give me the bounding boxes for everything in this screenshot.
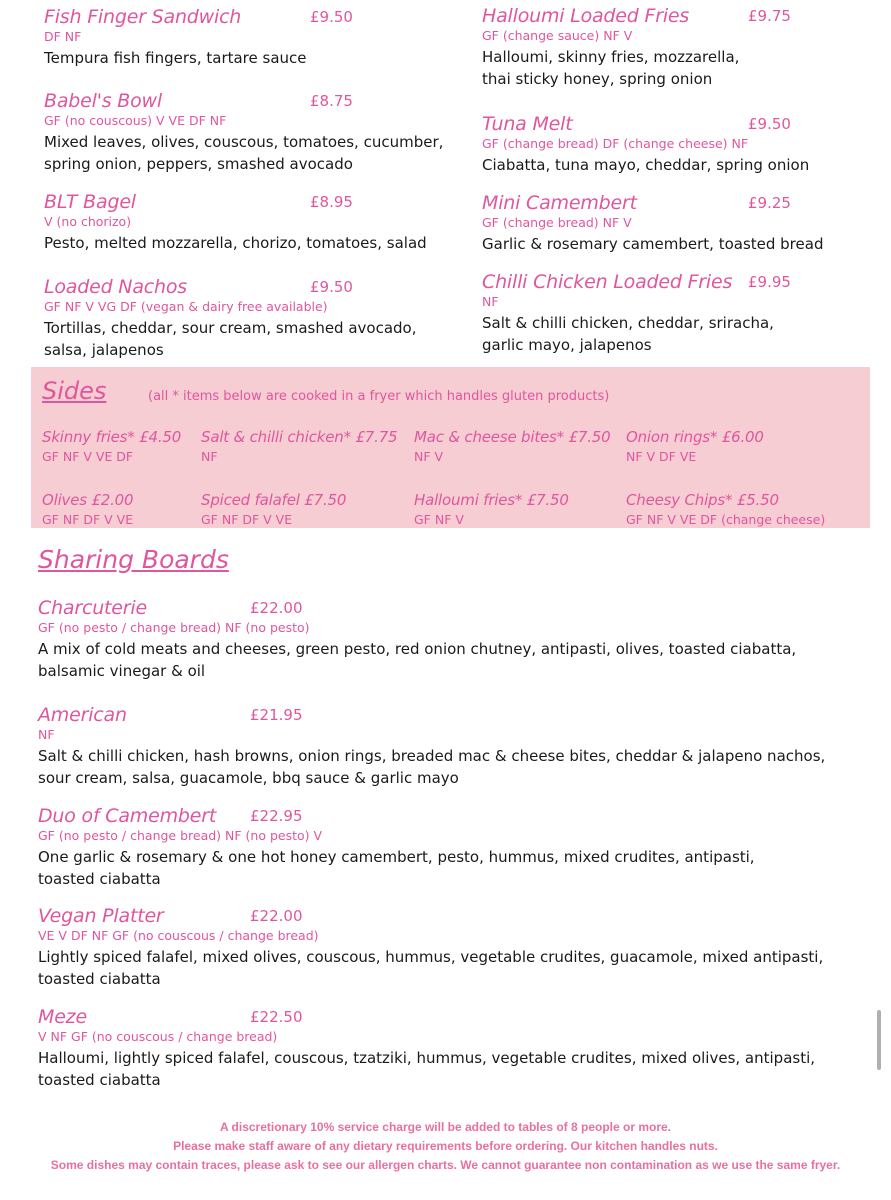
side-name: Spiced falafel £7.50 — [201, 491, 347, 509]
item-description: A mix of cold meats and cheeses, green pesto, red onion chutney, antipasti, olives, toasted ciabatta, balsamic vinegar & oil — [38, 640, 797, 680]
item-price: £8.95 — [310, 193, 353, 211]
item-name: Tuna Melt — [482, 113, 573, 135]
board-meze — [38, 1006, 868, 1098]
menu-item-loaded-nachos — [44, 276, 474, 366]
item-name: Vegan Platter — [38, 905, 164, 927]
side-dietary-tags: NF V — [414, 449, 444, 464]
item-price: £21.95 — [250, 706, 303, 724]
sides-title: Sides — [42, 377, 107, 405]
board-charcuterie — [38, 597, 868, 689]
allergen-note: Some dishes may contain traces, please ask to see our allergen charts. We cannot guarantee non contamination as we use the same fryer. — [50, 1158, 841, 1172]
item-price: £9.50 — [310, 8, 353, 26]
menu-item-blt-bagel — [44, 191, 464, 261]
item-dietary-tags: GF (no pesto / change bread) NF (no pesto) V — [38, 828, 323, 843]
side-name: Cheesy Chips* £5.50 — [626, 491, 779, 509]
menu-item-chilli-chicken-loaded-fries — [482, 271, 877, 361]
item-dietary-tags: VE V DF NF GF (no couscous / change bread) — [38, 928, 319, 943]
item-dietary-tags: V NF GF (no couscous / change bread) — [38, 1029, 278, 1044]
item-name: Mini Camembert — [482, 192, 637, 214]
menu-item-mini-camembert — [482, 192, 877, 262]
sides-section — [31, 367, 870, 528]
item-dietary-tags: V (no chorizo) — [44, 214, 132, 229]
item-description: One garlic & rosemary & one hot honey camembert, pesto, hummus, mixed crudites, antipasti, toasted ciabatta — [38, 848, 755, 888]
menu-item-halloumi-loaded-fries — [482, 5, 877, 95]
item-description: Pesto, melted mozzarella, chorizo, tomatoes, salad — [44, 234, 427, 252]
item-price: £9.75 — [748, 7, 791, 25]
item-price: £9.95 — [748, 273, 791, 291]
side-name: Mac & cheese bites* £7.50 — [414, 428, 611, 446]
side-item — [42, 491, 133, 527]
side-item — [626, 428, 764, 464]
item-dietary-tags: NF — [38, 727, 55, 742]
sides-fryer-note: (all * items below are cooked in a fryer which handles gluten products) — [148, 389, 610, 404]
item-name: BLT Bagel — [44, 191, 136, 213]
menu-item-fish-finger-sandwich — [44, 6, 464, 76]
item-description: Halloumi, skinny fries, mozzarella, thai sticky honey, spring onion — [482, 48, 740, 88]
item-description: Mixed leaves, olives, couscous, tomatoes, cucumber, spring onion, peppers, smashed avocado — [44, 133, 444, 173]
item-name: Duo of Camembert — [38, 805, 217, 827]
item-dietary-tags: DF NF — [44, 29, 82, 44]
side-dietary-tags: GF NF V VE DF — [42, 449, 134, 464]
board-vegan-platter — [38, 905, 868, 997]
item-name: Fish Finger Sandwich — [44, 6, 242, 28]
item-description: Lightly spiced falafel, mixed olives, couscous, hummus, vegetable crudites, guacamole, mixed antipasti, toasted ciabatta — [38, 948, 824, 988]
item-name: Halloumi Loaded Fries — [482, 5, 690, 27]
dietary-note: Please make staff aware of any dietary requirements before ordering. Our kitchen handles nuts. — [173, 1139, 718, 1153]
item-description: Tortillas, cheddar, sour cream, smashed avocado, salsa, jalapenos — [44, 319, 417, 359]
item-dietary-tags: GF (no pesto / change bread) NF (no pesto) — [38, 620, 310, 635]
board-american — [38, 704, 868, 796]
item-price: £8.75 — [310, 92, 353, 110]
item-name: Chilli Chicken Loaded Fries — [482, 271, 733, 293]
side-name: Onion rings* £6.00 — [626, 428, 764, 446]
menu-item-babels-bowl — [44, 90, 464, 180]
item-name: Meze — [38, 1006, 87, 1028]
item-price: £22.00 — [250, 907, 303, 925]
scrollbar-thumb[interactable] — [877, 1010, 881, 1070]
menu-item-tuna-melt — [482, 113, 877, 183]
item-price: £22.95 — [250, 807, 303, 825]
side-item — [42, 428, 181, 464]
item-dietary-tags: GF (change bread) NF V — [482, 215, 632, 230]
item-dietary-tags: NF — [482, 294, 499, 309]
side-item — [201, 428, 397, 464]
item-price: £22.00 — [250, 599, 303, 617]
side-dietary-tags: NF — [201, 449, 218, 464]
side-name: Halloumi fries* £7.50 — [414, 491, 569, 509]
item-dietary-tags: GF (change bread) DF (change cheese) NF — [482, 136, 749, 151]
board-duo-of-camembert — [38, 805, 868, 897]
item-name: Charcuterie — [38, 597, 147, 619]
item-description: Ciabatta, tuna mayo, cheddar, spring onion — [482, 156, 810, 174]
side-item — [414, 491, 569, 527]
side-name: Skinny fries* £4.50 — [42, 428, 182, 446]
item-price: £9.50 — [748, 115, 791, 133]
side-dietary-tags: GF NF V VE DF (change cheese) — [626, 512, 826, 527]
side-name: Olives £2.00 — [42, 491, 134, 509]
side-dietary-tags: GF NF DF V VE — [201, 512, 293, 527]
footer-notes — [0, 1118, 891, 1175]
service-charge-note: A discretionary 10% service charge will be added to tables of 8 people or more. — [219, 1120, 672, 1134]
item-price: £22.50 — [250, 1008, 303, 1026]
item-dietary-tags: GF (no couscous) V VE DF NF — [44, 113, 227, 128]
item-dietary-tags: GF NF V VG DF (vegan & dairy free available) — [44, 299, 328, 314]
item-description: Salt & chilli chicken, hash browns, onion rings, breaded mac & cheese bites, cheddar & jalapeno nachos, sour cream, salsa, guacamole, bbq sauce & garlic mayo — [38, 747, 826, 787]
side-dietary-tags: GF NF V — [414, 512, 464, 527]
item-description: Tempura fish fingers, tartare sauce — [44, 49, 307, 67]
item-description: Garlic & rosemary camembert, toasted bread — [482, 235, 824, 253]
side-name: Salt & chilli chicken* £7.75 — [201, 428, 398, 446]
item-description: Salt & chilli chicken, cheddar, sriracha, garlic mayo, jalapenos — [482, 314, 774, 354]
side-item — [626, 491, 825, 527]
side-dietary-tags: GF NF DF V VE — [42, 512, 134, 527]
item-description: Halloumi, lightly spiced falafel, couscous, tzatziki, hummus, vegetable crudites, mixed olives, antipasti, toasted ciabatta — [38, 1049, 816, 1089]
item-name: American — [38, 704, 127, 726]
side-item — [414, 428, 610, 464]
side-dietary-tags: NF V DF VE — [626, 449, 697, 464]
item-dietary-tags: GF (change sauce) NF V — [482, 28, 633, 43]
item-price: £9.25 — [748, 194, 791, 212]
item-name: Babel's Bowl — [44, 90, 162, 112]
sharing-boards-title: Sharing Boards — [38, 545, 229, 574]
side-item — [201, 491, 346, 527]
item-name: Loaded Nachos — [44, 276, 187, 298]
item-price: £9.50 — [310, 278, 353, 296]
